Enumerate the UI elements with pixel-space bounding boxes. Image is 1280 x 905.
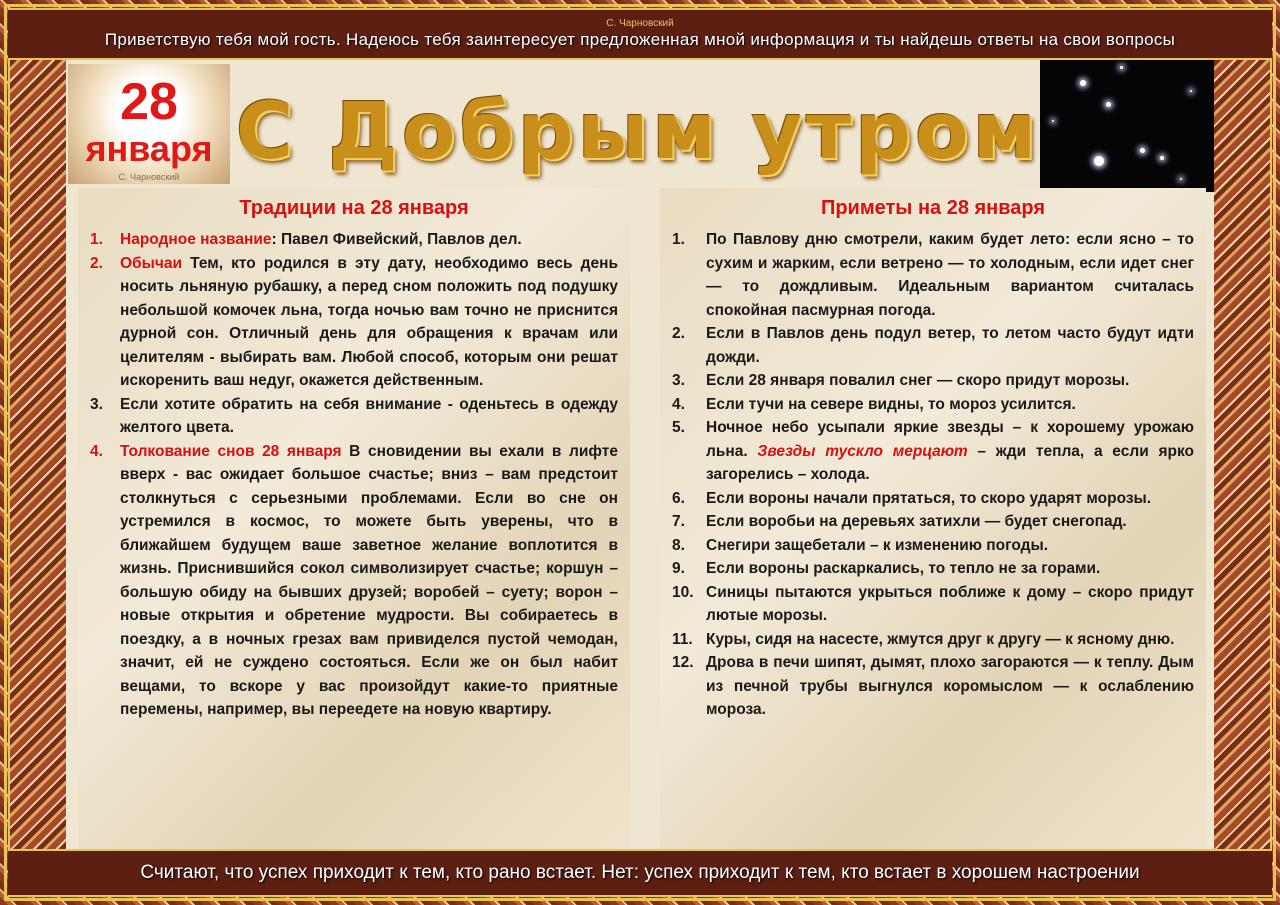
item-highlight: Звезды тускло мерцают [757, 442, 968, 460]
item-text: Синицы пытаются укрыться поближе к дому – скоро придут лютые морозы. [706, 583, 1194, 624]
item-text: Куры, сидя на насесте, жмутся друг к другу — к ясному дню. [706, 630, 1175, 648]
ornament-left [8, 60, 68, 849]
list-item [672, 322, 1194, 369]
list-item [672, 228, 1194, 322]
list-item [90, 440, 618, 722]
item-number: 4. [90, 442, 103, 460]
star [1190, 90, 1192, 92]
item-number: 7. [672, 513, 685, 530]
date-badge-author: С. Чарновский [118, 172, 180, 182]
item-number: 6. [672, 489, 685, 507]
list-item [672, 651, 1194, 722]
item-text: Ночное небо усыпали яркие звезды – к хорошему урожаю льна. [706, 419, 1194, 460]
item-text: Если в Павлов день подул ветер, то летом часто будут идти дожди. [706, 325, 1194, 366]
item-number: 3. [672, 372, 685, 389]
item-text: В сновидении вы ехали в лифте вверх - вас ожидает большое счастье; вниз – вам предстоит столкнуться с серьезными проблемами. Если во сне он устремился в космос, то можете быть уверены, что в ближайшем будущем ваше заветное желание воплотится в жизнь. Приснившийся сокол символизирует счастье; коршун – большую обиду на бывших друзей; воробей – суету; ворон – новые открытия и обретение мудрости. Вы собираетесь в поездку, а в ночных грезах вам привиделся пустой чемодан, значит, ей не суждено состояться. Если же он был набит вещами, то вскоре у вас произойдут какие-то приятные перемены, например, вы переедете на новую квартиру. [120, 442, 618, 718]
star [1106, 102, 1111, 107]
ornament-right [1212, 60, 1272, 849]
list-item [90, 393, 618, 440]
list-item [672, 369, 1194, 393]
item-label: Обычаи [120, 254, 183, 272]
item-number: 8. [672, 536, 685, 554]
traditions-panel [78, 188, 630, 856]
list-item [672, 581, 1194, 628]
list-item [672, 510, 1194, 534]
list-item [90, 252, 618, 393]
list-item [672, 557, 1194, 581]
list-item [672, 628, 1194, 652]
item-text: Если хотите обратить на себя внимание - оденьтесь в одежду желтого цвета. [120, 395, 618, 436]
date-day: 28 [120, 73, 178, 131]
item-text: Если воробьи на деревьях затихли — будет снегопад. [706, 513, 1127, 530]
item-number: 5. [672, 419, 685, 436]
star [1052, 120, 1054, 122]
list-item [672, 393, 1194, 417]
item-text: Если вороны раскаркались, то тепло не за горами. [706, 560, 1101, 577]
item-number: 12. [672, 654, 694, 671]
item-number: 11. [672, 630, 693, 648]
item-number: 1. [90, 231, 103, 248]
item-text: Дрова в печи шипят, дымят, плохо загораются — к теплу. Дым из печной трубы выгнулся коромыслом — к ослаблению мороза. [706, 654, 1194, 718]
item-text: Если вороны начали прятаться, то скоро ударят морозы. [706, 489, 1152, 507]
item-text: Павел Фивейский, Павлов дел. [280, 231, 522, 248]
item-text: Если 28 января повалил снег — скоро придут морозы. [706, 372, 1130, 389]
night-sky-image [1040, 60, 1214, 192]
item-label: Народное название [120, 231, 272, 248]
greeting-text: Приветствую тебя мой гость. Надеюсь тебя заинтересует предложенная мной информация и ты найдешь ответы на свои вопросы [104, 30, 1176, 49]
star [1140, 148, 1145, 153]
star [1160, 156, 1164, 160]
date-badge [68, 64, 230, 184]
item-number: 3. [90, 395, 103, 413]
item-number: 2. [90, 254, 103, 272]
footer-text: Считают, что успех приходит к тем, кто рано встает. Нет: успех приходит к тем, кто встает в хорошем настроении [140, 862, 1140, 883]
star [1094, 156, 1104, 166]
headline: С Добрым утром [236, 87, 1041, 177]
footer-strip [8, 849, 1272, 897]
star [1080, 80, 1086, 86]
item-number: 10. [672, 583, 694, 601]
item-text: Снегири защебетали – к изменению погоды. [706, 536, 1049, 554]
list-item [672, 487, 1194, 511]
item-number: 4. [672, 395, 685, 413]
item-label: Толкование снов 28 января [120, 442, 342, 460]
omens-list [672, 228, 1194, 722]
list-item [672, 416, 1194, 487]
traditions-list [90, 228, 618, 722]
item-separator [182, 255, 190, 272]
item-text: По Павлову дню смотрели, каким будет лето: если ясно – то сухим и жарким, если ветрено — то холодным, если идет снег — то дождливым. Идеальным вариантом считалась спокойная пасмурная погода. [706, 231, 1194, 319]
star [1180, 178, 1182, 180]
list-item [672, 534, 1194, 558]
item-separator: : [271, 231, 281, 248]
item-number: 2. [672, 325, 685, 342]
traditions-title: Традиции на 28 января [239, 197, 469, 219]
item-text: Если тучи на севере видны, то мороз усилится. [706, 395, 1076, 413]
header-strip [8, 8, 1272, 60]
omens-title: Приметы на 28 января [820, 197, 1046, 219]
item-number: 9. [672, 560, 685, 577]
item-text: – жди тепла, а если ярко загорелись – холода. [706, 442, 1194, 483]
author-credit: С. Чарновский [606, 18, 674, 29]
omens-panel [660, 188, 1206, 856]
item-text: Тем, кто родился в эту дату, необходимо весь день носить льняную рубашку, а перед сном положить под подушку небольшой комочек льна, тогда ночью вам точно не приснится дурной сон. Отличный день для обращения к врачам или целителям - выбирать вам. Любой способ, которым они решат искоренить ваш недуг, окажется действенным. [120, 254, 618, 389]
item-number: 1. [672, 231, 685, 248]
star [1120, 66, 1123, 69]
list-item [90, 228, 618, 252]
date-month: января [85, 128, 213, 169]
